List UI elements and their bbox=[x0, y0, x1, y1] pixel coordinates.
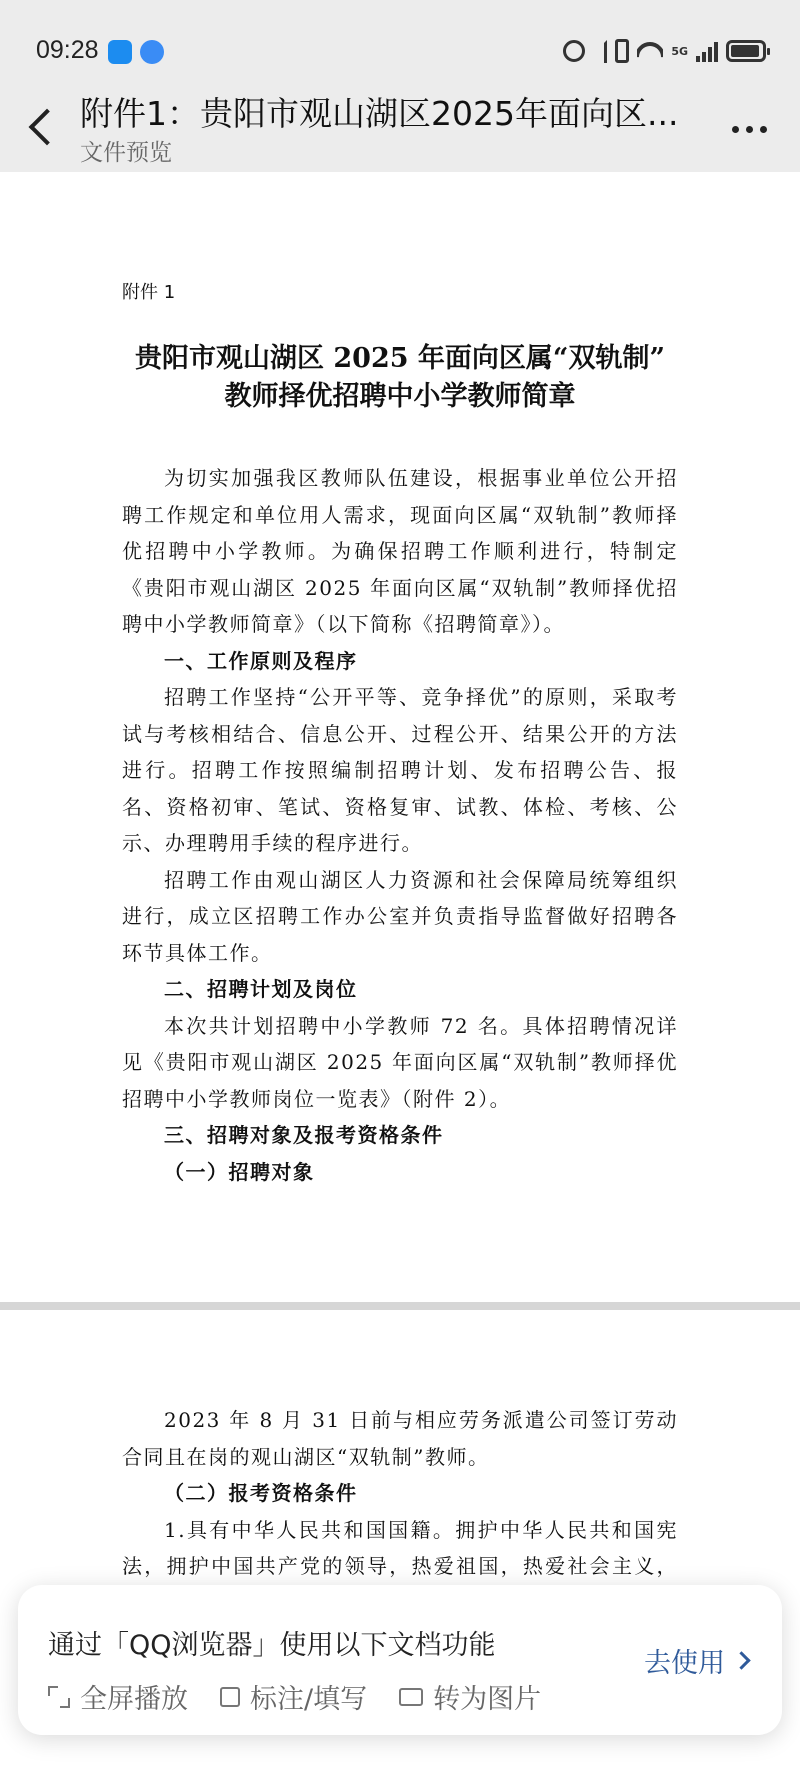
edit-icon bbox=[220, 1687, 240, 1707]
dot-icon bbox=[732, 126, 739, 133]
bluetooth-icon bbox=[593, 38, 607, 64]
back-button[interactable] bbox=[22, 100, 62, 150]
page-subtitle: 文件预览 bbox=[80, 140, 172, 166]
convert-image-button[interactable] bbox=[399, 1677, 541, 1716]
annotate-button[interactable] bbox=[220, 1677, 367, 1716]
banner-message: 通过「QQ浏览器」使用以下文档功能 bbox=[48, 1630, 496, 1661]
qq-browser-promo-banner[interactable] bbox=[18, 1585, 782, 1735]
document-body-page-1 bbox=[122, 460, 678, 1190]
attachment-label: 附件 1 bbox=[122, 282, 176, 303]
more-options-button[interactable] bbox=[724, 114, 774, 144]
back-arrow-icon bbox=[29, 109, 66, 146]
convert-image-label: 转为图片 bbox=[433, 1684, 542, 1715]
wifi-icon bbox=[637, 40, 663, 62]
body-paragraph: 本次共计划招聘中小学教师 72 名。具体招聘情况详见《贵阳市观山湖区 2025 年面向区属“双轨制”教师择优招聘中小学教师岗位一览表》（附件 2）。 bbox=[122, 1013, 678, 1111]
page-title: 附件1：贵阳市观山湖区2025年面向区... bbox=[80, 94, 679, 133]
body-paragraph: 1.具有中华人民共和国国籍。拥护中华人民共和国宪法，拥护中国共产党的领导，热爱祖国，热爱社会主义， bbox=[122, 1517, 678, 1578]
body-paragraph: 招聘工作由观山湖区人力资源和社会保障局统筹组织进行，成立区招聘工作办公室并负责指导监督做好招聘各环节具体工作。 bbox=[122, 867, 678, 965]
app-header bbox=[0, 78, 800, 172]
body-paragraph: 为切实加强我区教师队伍建设，根据事业单位公开招聘工作规定和单位用人需求，现面向区属“双轨制”教师择优招聘中小学教师。为确保招聘工作顺利进行，特制定《贵阳市观山湖区 2025 年面向区属“双轨制”教师择优招聘中小学教师简章》（以下简称《招聘简章》）。 bbox=[122, 466, 678, 636]
section-heading: 二、招聘计划及岗位 bbox=[164, 977, 358, 1001]
alarm-icon bbox=[563, 40, 585, 62]
banner-actions bbox=[48, 1677, 541, 1716]
vibrate-icon bbox=[615, 39, 629, 63]
section-heading: 一、工作原则及程序 bbox=[164, 648, 358, 673]
dot-icon bbox=[760, 126, 767, 133]
go-use-button[interactable] bbox=[644, 1641, 748, 1680]
body-paragraph: 招聘工作坚持“公开平等、竞争择优”的原则，采取考试与考核相结合、信息公开、过程公开、结果公开的方法进行。招聘工作按照编制招聘计划、发布招聘公告、报名、资格初审、笔试、资格复审、试教、体检、考核、公示、办理聘用手续的程序进行。 bbox=[122, 685, 678, 855]
fullscreen-icon bbox=[48, 1686, 70, 1708]
image-icon bbox=[399, 1688, 423, 1706]
fullscreen-button[interactable] bbox=[48, 1677, 188, 1716]
browser-notification-icon bbox=[140, 40, 164, 64]
section-heading: 三、招聘对象及报考资格条件 bbox=[164, 1123, 444, 1147]
document-title-line2: 教师择优招聘中小学教师简章 bbox=[224, 381, 576, 412]
section-heading: （二）报考资格条件 bbox=[164, 1481, 358, 1505]
app-notification-icon bbox=[108, 40, 132, 64]
status-time: 09:28 bbox=[36, 36, 99, 64]
body-paragraph: 2023 年 8 月 31 日前与相应劳务派遣公司签订劳动合同且在岗的观山湖区“双轨制”教师。 bbox=[122, 1408, 678, 1469]
dot-icon bbox=[746, 126, 753, 133]
document-page-1 bbox=[0, 172, 800, 1302]
annotate-label: 标注/填写 bbox=[250, 1684, 368, 1715]
chevron-right-icon bbox=[732, 1651, 750, 1669]
network-type: 5G bbox=[671, 44, 688, 58]
document-title bbox=[100, 340, 700, 416]
status-icons bbox=[563, 38, 766, 64]
fullscreen-label: 全屏播放 bbox=[80, 1684, 188, 1715]
document-title-line1: 贵阳市观山湖区 2025 年面向区属“双轨制” bbox=[134, 343, 665, 374]
battery-icon bbox=[726, 40, 766, 62]
go-use-label: 去使用 bbox=[644, 1648, 725, 1679]
signal-icon bbox=[696, 40, 718, 62]
section-heading: （一）招聘对象 bbox=[164, 1159, 315, 1184]
